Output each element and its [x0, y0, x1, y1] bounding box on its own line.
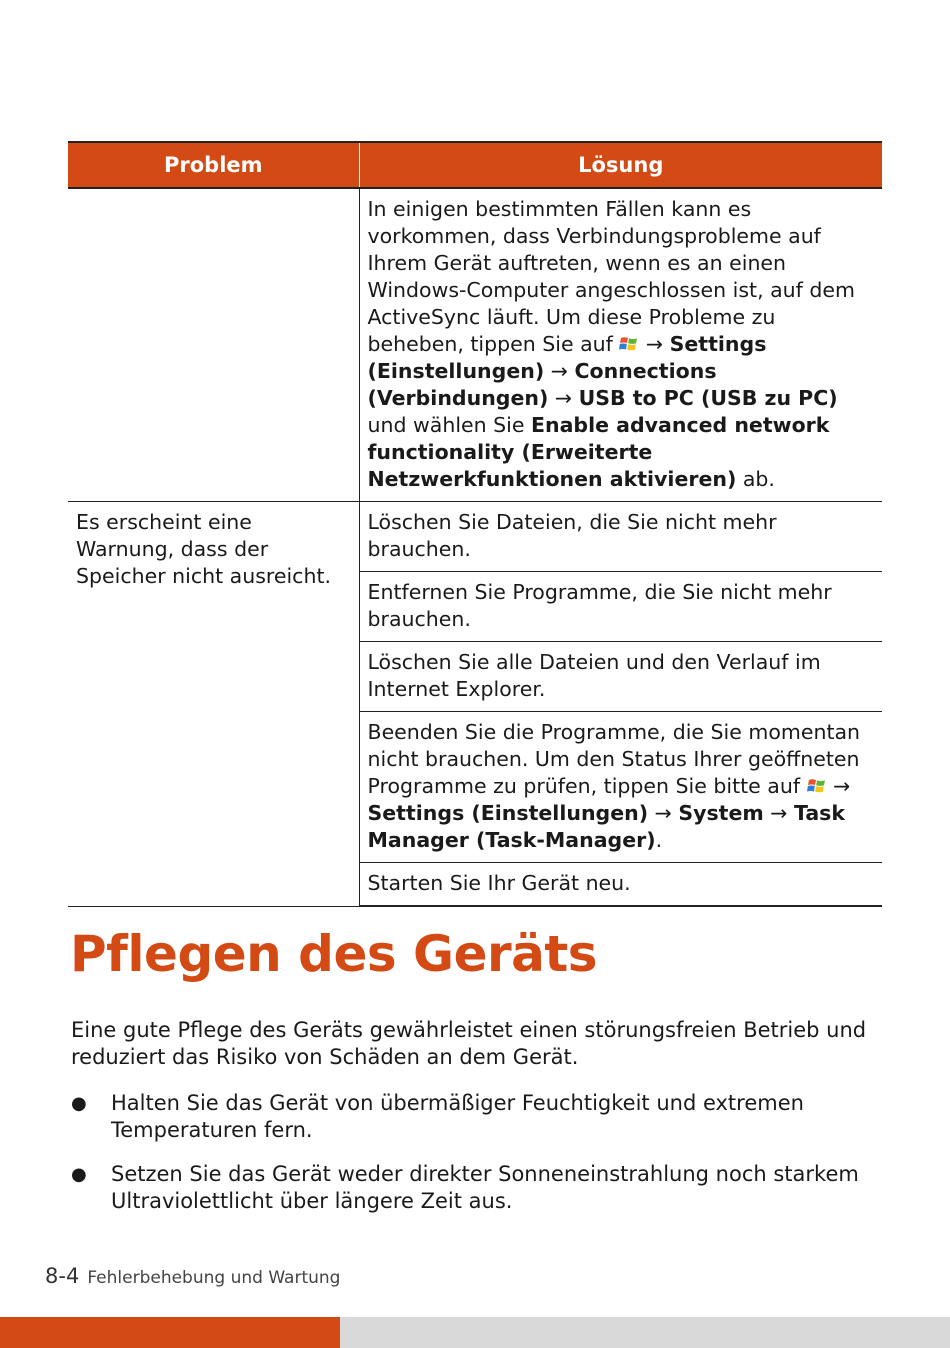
solution-cell: Löschen Sie alle Dateien und den Verlauf im Internet Explorer. [359, 642, 882, 712]
arrow-icon: → [833, 774, 851, 798]
bullet-icon: ● [71, 1093, 87, 1114]
arrow-icon: → [645, 332, 664, 356]
page-number: 8-4 [45, 1264, 80, 1288]
troubleshooting-table [68, 141, 882, 907]
solution-text: . [655, 828, 663, 852]
windows-start-icon [619, 334, 639, 354]
arrow-icon: → [554, 386, 573, 410]
table-row [68, 502, 882, 572]
header-solution: Lösung [359, 142, 882, 188]
menu-path-usb: USB to PC (USB zu PC) [578, 386, 838, 410]
menu-option-network: Enable advanced network functionality (Erweiterte Netzwerkfunktionen aktivieren) [367, 413, 830, 491]
arrow-icon: → [550, 359, 568, 383]
menu-path-task-manager: Task Manager (Task-Manager) [367, 801, 846, 852]
menu-path-settings: Settings (Einstellungen) [367, 332, 767, 383]
page-footer [45, 1264, 340, 1288]
problem-cell: Es erscheint eine Warnung, dass der Speicher nicht ausreicht. [68, 502, 359, 907]
arrow-icon: → [654, 801, 672, 825]
arrow-icon: → [770, 801, 788, 825]
header-problem: Problem [68, 142, 359, 188]
section-title: Pflegen des Geräts [70, 925, 598, 983]
list-item-text: Halten Sie das Gerät von übermäßiger Feuchtigkeit und extremen Temperaturen fern. [111, 1091, 804, 1142]
solution-cell [359, 712, 882, 863]
solution-cell: Löschen Sie Dateien, die Sie nicht mehr brauchen. [359, 502, 882, 572]
list-item [71, 1090, 871, 1144]
care-list [71, 1090, 871, 1232]
menu-path-settings: Settings (Einstellungen) [367, 801, 649, 825]
menu-path-connections: Connections (Verbindungen) [367, 359, 717, 410]
solution-cell: Entfernen Sie Programme, die Sie nicht mehr brauchen. [359, 572, 882, 642]
table-row [68, 188, 882, 502]
table-header-row [68, 142, 882, 188]
solution-text: In einigen bestimmten Fällen kann es vorkommen, dass Verbindungsprobleme auf Ihrem Gerät auftreten, wenn es an einen Windows-Computer angeschlossen ist, auf dem ActiveSync läuft. Um diese Probleme zu beheben, tippen Sie auf [367, 197, 856, 356]
problem-cell [68, 188, 359, 502]
footer-accent-bar [0, 1317, 340, 1348]
list-item [71, 1161, 871, 1215]
footer-gray-bar [340, 1317, 950, 1348]
solution-cell: Starten Sie Ihr Gerät neu. [359, 863, 882, 907]
windows-start-icon [807, 776, 827, 796]
bullet-icon: ● [71, 1164, 87, 1185]
list-item-text: Setzen Sie das Gerät weder direkter Sonneneinstrahlung noch starkem Ultraviolettlicht über längere Zeit aus. [111, 1162, 859, 1213]
section-intro: Eine gute Pflege des Geräts gewährleistet einen störungsfreien Betrieb und reduziert das Risiko von Schäden an dem Gerät. [71, 1018, 867, 1069]
menu-path-system: System [678, 801, 764, 825]
solution-cell [359, 188, 882, 502]
solution-text: und wählen Sie [367, 413, 531, 437]
chapter-title: Fehlerbehebung und Wartung [87, 1268, 341, 1288]
solution-text: Beenden Sie die Programme, die Sie momentan nicht brauchen. Um den Status Ihrer geöffneten Programme zu prüfen, tippen Sie bitte auf [367, 720, 861, 798]
solution-text: ab. [736, 467, 775, 491]
